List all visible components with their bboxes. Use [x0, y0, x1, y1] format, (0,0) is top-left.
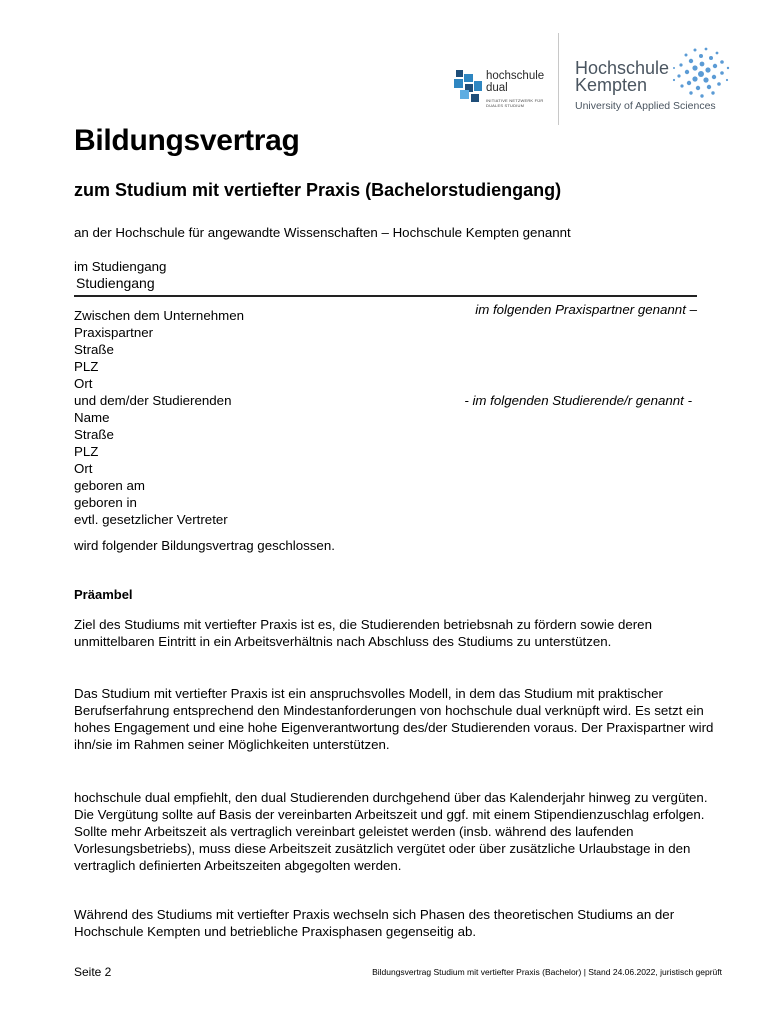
kempten-logo-name: Hochschule Kempten — [575, 58, 670, 95]
program-field[interactable]: Studiengang — [76, 275, 155, 291]
student-intro: und dem/der Studierenden — [74, 393, 232, 408]
partner-intro: Zwischen dem Unternehmen — [74, 308, 244, 323]
student-name-field[interactable]: Name — [74, 410, 110, 425]
student-zip-field[interactable]: PLZ — [74, 444, 99, 459]
intro-text: an der Hochschule für angewandte Wissenschaften – Hochschule Kempten genannt — [74, 225, 571, 240]
kempten-logo-subtitle: University of Applied Sciences — [575, 100, 716, 112]
program-underline — [74, 295, 697, 297]
student-street-field[interactable]: Straße — [74, 427, 114, 442]
student-birthdate-field[interactable]: geboren am — [74, 478, 145, 493]
partner-city-field[interactable]: Ort — [74, 376, 93, 391]
paragraph-1: Ziel des Studiums mit vertiefter Praxis ist es, die Studierenden betriebsnah zu fördern sowie deren unmittelbaren Eintritt in ein Arbeitsverhältnis nach Abschluss des Studiums zu unterstützen. — [74, 617, 652, 649]
kempten-dot-spiral-icon — [671, 46, 731, 102]
logo-divider — [558, 33, 559, 125]
partner-street-field[interactable]: Straße — [74, 342, 114, 357]
program-label: im Studiengang — [74, 259, 167, 274]
hochschule-dual-mark-icon — [454, 70, 484, 104]
section-heading-preamble: Präambel — [74, 587, 133, 602]
footer-info: Bildungsvertrag Studium mit vertiefter Praxis (Bachelor) | Stand 24.06.2022, juristisch geprüft — [372, 967, 722, 977]
student-city-field[interactable]: Ort — [74, 461, 93, 476]
paragraph-4: Während des Studiums mit vertiefter Praxis wechseln sich Phasen des theoretischen Studiums an der Hochschule Kempten und betriebliche Praxisphasen gegenseitig ab. — [74, 907, 675, 939]
partner-block — [74, 307, 244, 528]
document-title: Bildungsvertrag — [74, 124, 300, 157]
dual-logo-text: hochschule dual — [486, 70, 545, 94]
student-birthplace-field[interactable]: geboren in — [74, 495, 137, 510]
hochschule-dual-logo — [454, 70, 549, 115]
partner-name-field[interactable]: Praxispartner — [74, 325, 154, 340]
paragraph-3: hochschule dual empfiehlt, den dual Studierenden durchgehend über das Kalenderjahr hinweg zu vergüten. Die Vergütung sollte auf Basis der vereinbarten Arbeitszeit und ggf. mit einem Stipendienzuschlag erfolgen. Sollte mehr Arbeitszeit als vertraglich vereinbart geleistet werden (insb. während des laufenden Vorlesungsbetriebs), muss diese Arbeitszeit zusätzlich vergütet oder über zusätzliche Urlaubstage in den vertraglich definierten Arbeitszeiten abgegolten werden. — [74, 790, 708, 873]
student-guardian-field[interactable]: evtl. gesetzlicher Vertreter — [74, 512, 228, 527]
page-number: Seite 2 — [74, 965, 112, 979]
student-note: - im folgenden Studierende/r genannt - — [464, 393, 692, 408]
partner-note: im folgenden Praxispartner genannt – — [475, 302, 697, 317]
document-subtitle: zum Studium mit vertiefter Praxis (Bachelorstudiengang) — [74, 180, 562, 200]
conclusion-text: wird folgender Bildungsvertrag geschlossen. — [74, 538, 335, 553]
paragraph-2: Das Studium mit vertiefter Praxis ist ein anspruchsvolles Modell, in dem das Studium mit praktischer Berufserfahrung entsprechend den Mindestanforderungen von hochschule dual verknüpft wird. Es setzt ein hohes Engagement und eine hohe Eigenverantwortung des/der Studierenden voraus. Der Praxispartner wird ihn/sie im Rahmen seiner Möglichkeiten unterstützen. — [74, 686, 714, 752]
partner-zip-field[interactable]: PLZ — [74, 359, 99, 374]
dual-logo-tagline: INITIATIVE NETZWERK FÜR DUALES STUDIUM — [486, 98, 544, 108]
hochschule-kempten-logo — [575, 60, 735, 120]
